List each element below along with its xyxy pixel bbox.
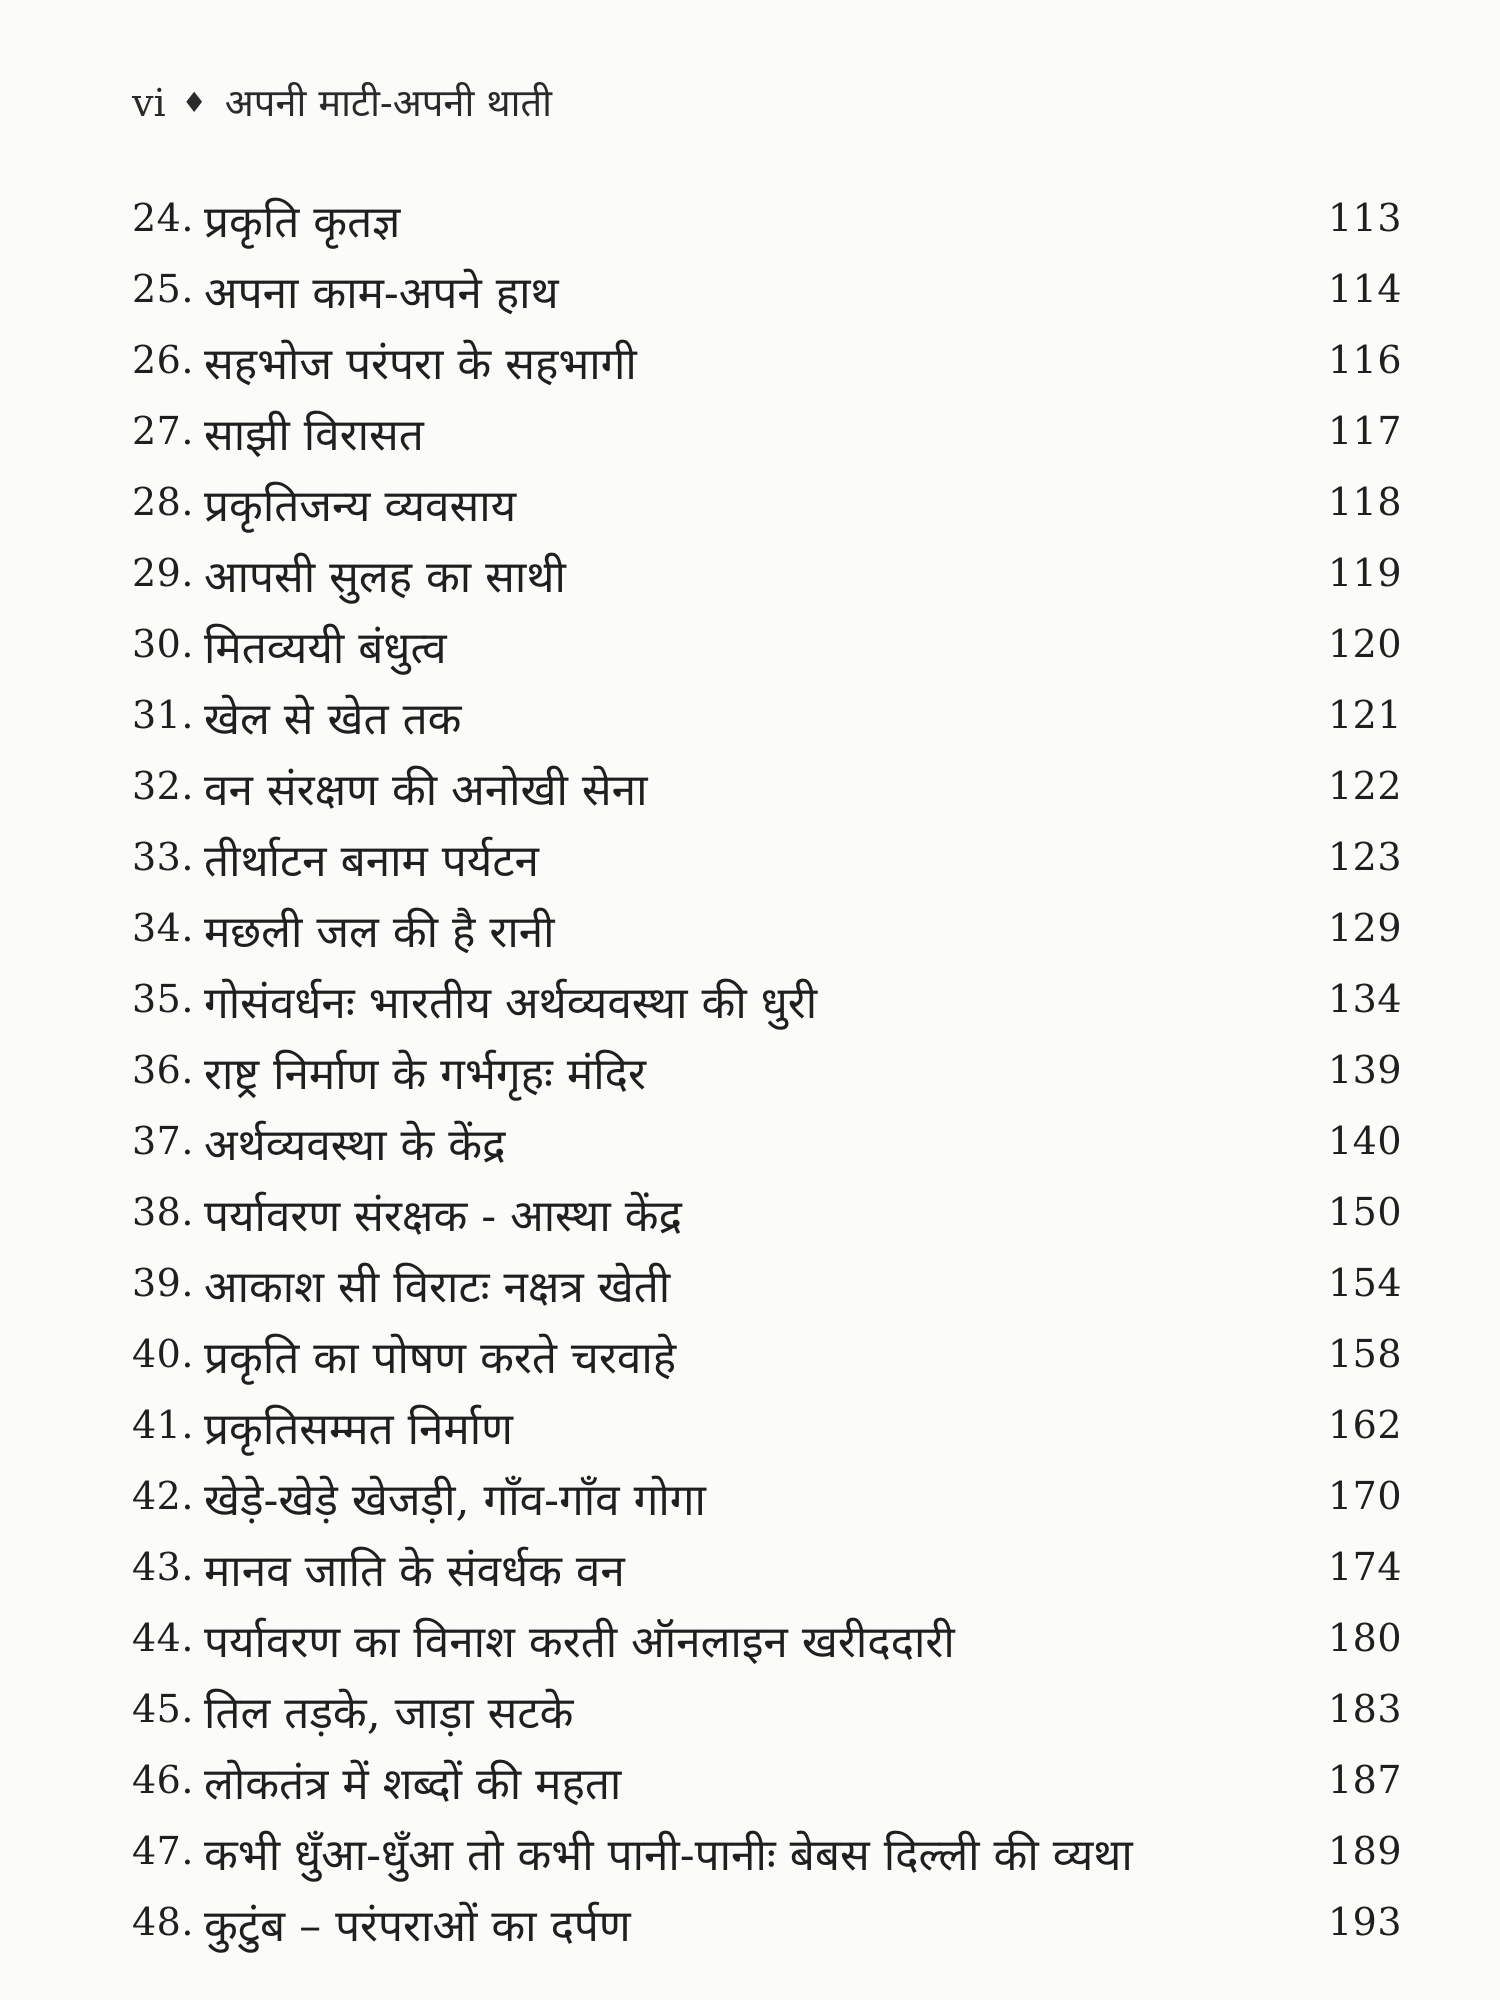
chapter-number: 40. <box>132 1332 194 1376</box>
chapter-number: 28. <box>132 480 194 524</box>
chapter-number: 29. <box>132 551 194 595</box>
page-number: 134 <box>1327 977 1402 1021</box>
book-title: अपनी माटी-अपनी थाती <box>224 81 553 125</box>
chapter-title: पर्यावरण संरक्षक - आस्था केंद्र <box>204 1191 682 1242</box>
toc-entry <box>132 898 1402 958</box>
chapter-title: आपसी सुलह का साथी <box>204 552 566 603</box>
chapter-title: पर्यावरण का विनाश करती ऑनलाइन खरीददारी <box>204 1617 955 1668</box>
toc-entry <box>132 1608 1402 1668</box>
toc-entry <box>132 756 1402 816</box>
chapter-title: मछली जल की है रानी <box>204 907 555 958</box>
chapter-number: 45. <box>132 1687 194 1731</box>
chapter-title: प्रकृतिजन्य व्यवसाय <box>204 481 517 532</box>
page-number: 193 <box>1327 1900 1402 1944</box>
chapter-title: साझी विरासत <box>204 410 424 461</box>
chapter-number: 41. <box>132 1403 194 1447</box>
page-number: 154 <box>1327 1261 1402 1305</box>
running-header <box>132 81 553 125</box>
chapter-title: राष्ट्र निर्माण के गर्भगृहः मंदिर <box>204 1049 646 1100</box>
toc-entry <box>132 1040 1402 1100</box>
chapter-title: गोसंवर्धनः भारतीय अर्थव्यवस्था की धुरी <box>204 978 818 1029</box>
chapter-title: मानव जाति के संवर्धक वन <box>204 1546 625 1597</box>
page-number: 114 <box>1327 267 1402 311</box>
page-number: 183 <box>1327 1687 1402 1731</box>
chapter-number: 34. <box>132 906 194 950</box>
chapter-title: कुटुंब – परंपराओं का दर्पण <box>204 1901 631 1952</box>
chapter-title: खेल से खेत तक <box>204 694 462 745</box>
chapter-number: 26. <box>132 338 194 382</box>
toc-entry <box>132 472 1402 532</box>
chapter-title: प्रकृतिसम्मत निर्माण <box>204 1404 513 1455</box>
toc-entry <box>132 969 1402 1029</box>
chapter-number: 32. <box>132 764 194 808</box>
chapter-number: 25. <box>132 267 194 311</box>
toc-entry <box>132 1111 1402 1171</box>
chapter-number: 24. <box>132 196 194 240</box>
chapter-number: 33. <box>132 835 194 879</box>
toc-entry <box>132 543 1402 603</box>
toc-entry <box>132 1750 1402 1810</box>
page-number: 121 <box>1327 693 1402 737</box>
chapter-title: आकाश सी विराटः नक्षत्र खेती <box>204 1262 671 1313</box>
chapter-number: 38. <box>132 1190 194 1234</box>
toc-entry <box>132 1253 1402 1313</box>
page-number: 118 <box>1327 480 1402 524</box>
toc-entry <box>132 188 1402 248</box>
chapter-number: 36. <box>132 1048 194 1092</box>
page-number: 117 <box>1327 409 1402 453</box>
page-number: 170 <box>1327 1474 1402 1518</box>
toc-entry <box>132 1679 1402 1739</box>
chapter-title: प्रकृति कृतज्ञ <box>204 197 401 248</box>
toc-entry <box>132 1892 1402 1952</box>
toc-entry <box>132 330 1402 390</box>
chapter-title: कभी धुँआ-धुँआ तो कभी पानी-पानीः बेबस दिल्ली की व्यथा <box>204 1830 1133 1881</box>
toc-entry <box>132 1821 1402 1881</box>
chapter-number: 27. <box>132 409 194 453</box>
toc-entry <box>132 401 1402 461</box>
chapter-number: 44. <box>132 1616 194 1660</box>
page-number: 187 <box>1327 1758 1402 1802</box>
page-number: 120 <box>1327 622 1402 666</box>
toc-entry <box>132 1324 1402 1384</box>
page-number: 139 <box>1327 1048 1402 1092</box>
chapter-title: लोकतंत्र में शब्दों की महता <box>204 1759 622 1810</box>
page-number: 158 <box>1327 1332 1402 1376</box>
chapter-title: अर्थव्यवस्था के केंद्र <box>204 1120 506 1171</box>
chapter-title: तीर्थाटन बनाम पर्यटन <box>204 836 539 887</box>
diamond-ornament-icon: ♦ <box>181 86 207 119</box>
toc-entry <box>132 685 1402 745</box>
page-number: 123 <box>1327 835 1402 879</box>
chapter-number: 43. <box>132 1545 194 1589</box>
page-number: 122 <box>1327 764 1402 808</box>
chapter-number: 37. <box>132 1119 194 1163</box>
toc-entry <box>132 1537 1402 1597</box>
page-number: 140 <box>1327 1119 1402 1163</box>
page-number: 180 <box>1327 1616 1402 1660</box>
chapter-title: प्रकृति का पोषण करते चरवाहे <box>204 1333 677 1384</box>
chapter-number: 39. <box>132 1261 194 1305</box>
chapter-number: 42. <box>132 1474 194 1518</box>
toc-entry <box>132 1182 1402 1242</box>
chapter-number: 35. <box>132 977 194 1021</box>
chapter-number: 46. <box>132 1758 194 1802</box>
page-number: 162 <box>1327 1403 1402 1447</box>
toc-entry <box>132 827 1402 887</box>
chapter-title: खेड़े-खेड़े खेजड़ी, गाँव-गाँव गोगा <box>204 1475 706 1526</box>
toc-entry <box>132 614 1402 674</box>
page-number: 189 <box>1327 1829 1402 1873</box>
chapter-number: 47. <box>132 1829 194 1873</box>
chapter-title: मितव्ययी बंधुत्व <box>204 623 447 674</box>
chapter-title: अपना काम-अपने हाथ <box>204 268 559 319</box>
chapter-title: वन संरक्षण की अनोखी सेना <box>204 765 648 816</box>
chapter-number: 48. <box>132 1900 194 1944</box>
chapter-title: सहभोज परंपरा के सहभागी <box>204 339 637 390</box>
toc-entry <box>132 259 1402 319</box>
page-number: 119 <box>1327 551 1402 595</box>
page-number: 129 <box>1327 906 1402 950</box>
chapter-title: तिल तड़के, जाड़ा सटके <box>204 1688 574 1739</box>
page-number: 174 <box>1327 1545 1402 1589</box>
page-number: 116 <box>1327 338 1402 382</box>
toc-entry <box>132 1395 1402 1455</box>
chapter-number: 31. <box>132 693 194 737</box>
folio-number: vi <box>132 81 166 125</box>
page-number: 113 <box>1327 196 1402 240</box>
toc-entry <box>132 1466 1402 1526</box>
page-number: 150 <box>1327 1190 1402 1234</box>
chapter-number: 30. <box>132 622 194 666</box>
